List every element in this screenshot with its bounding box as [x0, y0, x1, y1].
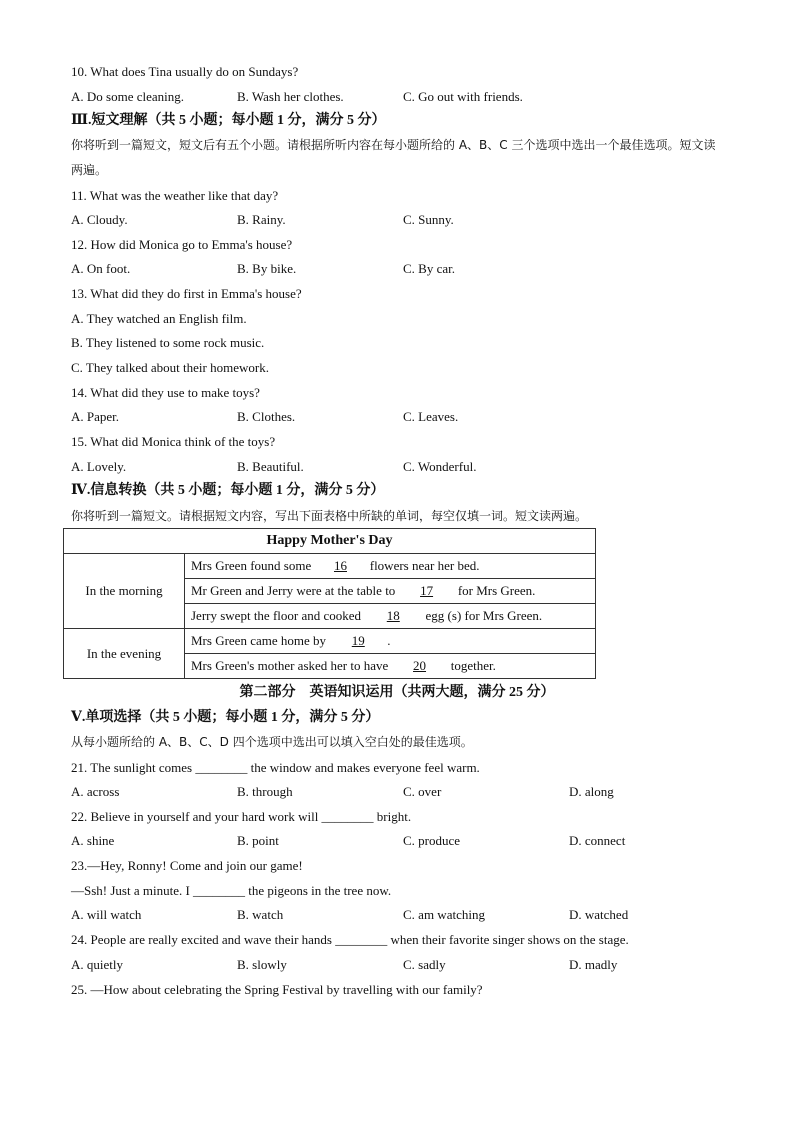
question-14: 14. What did they use to make toys? [71, 385, 260, 400]
evening-label: In the evening [64, 629, 185, 679]
option-a: A. Do some cleaning. [71, 89, 185, 104]
question-15: 15. What did Monica think of the toys? [71, 434, 276, 449]
blank-20[interactable]: 20 [413, 658, 427, 673]
option-c: C. produce [403, 833, 461, 848]
question-15-options [71, 459, 711, 475]
question-11: 11. What was the weather like that day? [71, 188, 279, 203]
option-c: C. They talked about their homework. [71, 360, 269, 375]
option-b: B. Clothes. [237, 409, 296, 424]
option-c: C. Sunny. [403, 212, 454, 227]
blank-19[interactable]: 19 [351, 633, 365, 648]
table-row [185, 654, 596, 679]
option-c: C. sadly [403, 957, 446, 972]
blank-16[interactable]: 16 [333, 558, 347, 573]
option-c: C. Leaves. [403, 409, 459, 424]
option-b: B. Wash her clothes. [237, 89, 344, 104]
blank-18[interactable]: 18 [386, 608, 400, 623]
question-10: 10. What does Tina usually do on Sundays? [71, 64, 299, 79]
row-text: flowers near her bed. [369, 558, 480, 573]
option-a: A. On foot. [71, 261, 131, 276]
morning-label: In the morning [64, 554, 185, 629]
row-text: Mrs Green's mother asked her to have [191, 658, 392, 673]
option-b: B. slowly [237, 957, 287, 972]
question-21-options [71, 784, 711, 800]
row-text: egg (s) for Mrs Green. [425, 608, 543, 623]
section-4-instructions: 你将听到一篇短文。请根据短文内容，写出下面表格中所缺的单词，每空仅填一词。短文读两遍。 [71, 509, 588, 523]
section-5-heading: Ⅴ.单项选择（共 5 小题；每小题 1 分，满分 5 分） [71, 710, 380, 725]
option-d: D. madly [569, 957, 618, 972]
option-c: C. Go out with friends. [403, 89, 523, 104]
question-23-line-1: 23.—Hey, Ronny! Come and join our game! [71, 858, 303, 873]
table-row [185, 554, 596, 579]
row-text: for Mrs Green. [457, 583, 536, 598]
question-11-options [71, 212, 711, 228]
question-25: 25. —How about celebrating the Spring Festival by travelling with our family? [71, 982, 483, 997]
option-a: A. shine [71, 833, 115, 848]
option-a: A. quietly [71, 957, 123, 972]
option-c: C. By car. [403, 261, 455, 276]
question-10-options [71, 89, 711, 105]
question-21: 21. The sunlight comes ________ the window and makes everyone feel warm. [71, 760, 480, 775]
section-4-heading: Ⅳ.信息转换（共 5 小题；每小题 1 分，满分 5 分） [71, 483, 385, 498]
part-2-heading: 第二部分 英语知识运用（共两大题，满分 25 分） [239, 685, 555, 700]
question-23-options [71, 907, 711, 923]
table-title: Happy Mother's Day [64, 529, 596, 554]
row-text: together. [450, 658, 496, 673]
option-d: D. along [569, 784, 614, 799]
option-c: C. Wonderful. [403, 459, 477, 474]
option-b: B. Rainy. [237, 212, 286, 227]
table-row [185, 579, 596, 604]
option-c: C. am watching [403, 907, 485, 922]
table-row [185, 604, 596, 629]
question-12: 12. How did Monica go to Emma's house? [71, 237, 293, 252]
question-24: 24. People are really excited and wave their hands ________ when their favorite singer shows on the stage. [71, 932, 629, 947]
row-text: Mrs Green found some [191, 558, 315, 573]
option-b: B. through [237, 784, 293, 799]
option-d: D. watched [569, 907, 629, 922]
section-3-heading: Ⅲ.短文理解（共 5 小题；每小题 1 分，满分 5 分） [71, 113, 386, 128]
row-text: Mr Green and Jerry were at the table to [191, 583, 399, 598]
option-c: C. over [403, 784, 442, 799]
option-b: B. Beautiful. [237, 459, 304, 474]
blank-17[interactable]: 17 [420, 583, 434, 598]
option-a: A. Paper. [71, 409, 120, 424]
question-22: 22. Believe in yourself and your hard work will ________ bright. [71, 809, 412, 824]
section-5-instructions: 从每小题所给的 A、B、C、D 四个选项中选出可以填入空白处的最佳选项。 [71, 735, 473, 749]
option-a: A. across [71, 784, 120, 799]
option-b: B. They listened to some rock music. [71, 335, 265, 350]
question-12-options [71, 261, 711, 277]
option-a: A. They watched an English film. [71, 311, 247, 326]
question-24-options [71, 957, 711, 973]
table-row [185, 629, 596, 654]
question-13: 13. What did they do first in Emma's house? [71, 286, 302, 301]
section-3-instructions: 你将听到一篇短文，短文后有五个小题。请根据所听内容在每小题所给的 A、B、C 三个选项中选出一个最佳选项。短文读两遍。 [71, 138, 716, 177]
option-a: A. Lovely. [71, 459, 127, 474]
option-a: A. will watch [71, 907, 142, 922]
option-b: B. watch [237, 907, 284, 922]
question-14-options [71, 409, 711, 425]
option-b: B. point [237, 833, 279, 848]
question-23-line-2: —Ssh! Just a minute. I ________ the pigeons in the tree now. [71, 883, 392, 898]
info-table [63, 528, 596, 679]
option-d: D. connect [569, 833, 626, 848]
option-b: B. By bike. [237, 261, 297, 276]
row-text: Mrs Green came home by [191, 633, 330, 648]
row-text: Jerry swept the floor and cooked [191, 608, 365, 623]
option-a: A. Cloudy. [71, 212, 128, 227]
question-22-options [71, 833, 711, 849]
row-text: . [387, 633, 391, 648]
